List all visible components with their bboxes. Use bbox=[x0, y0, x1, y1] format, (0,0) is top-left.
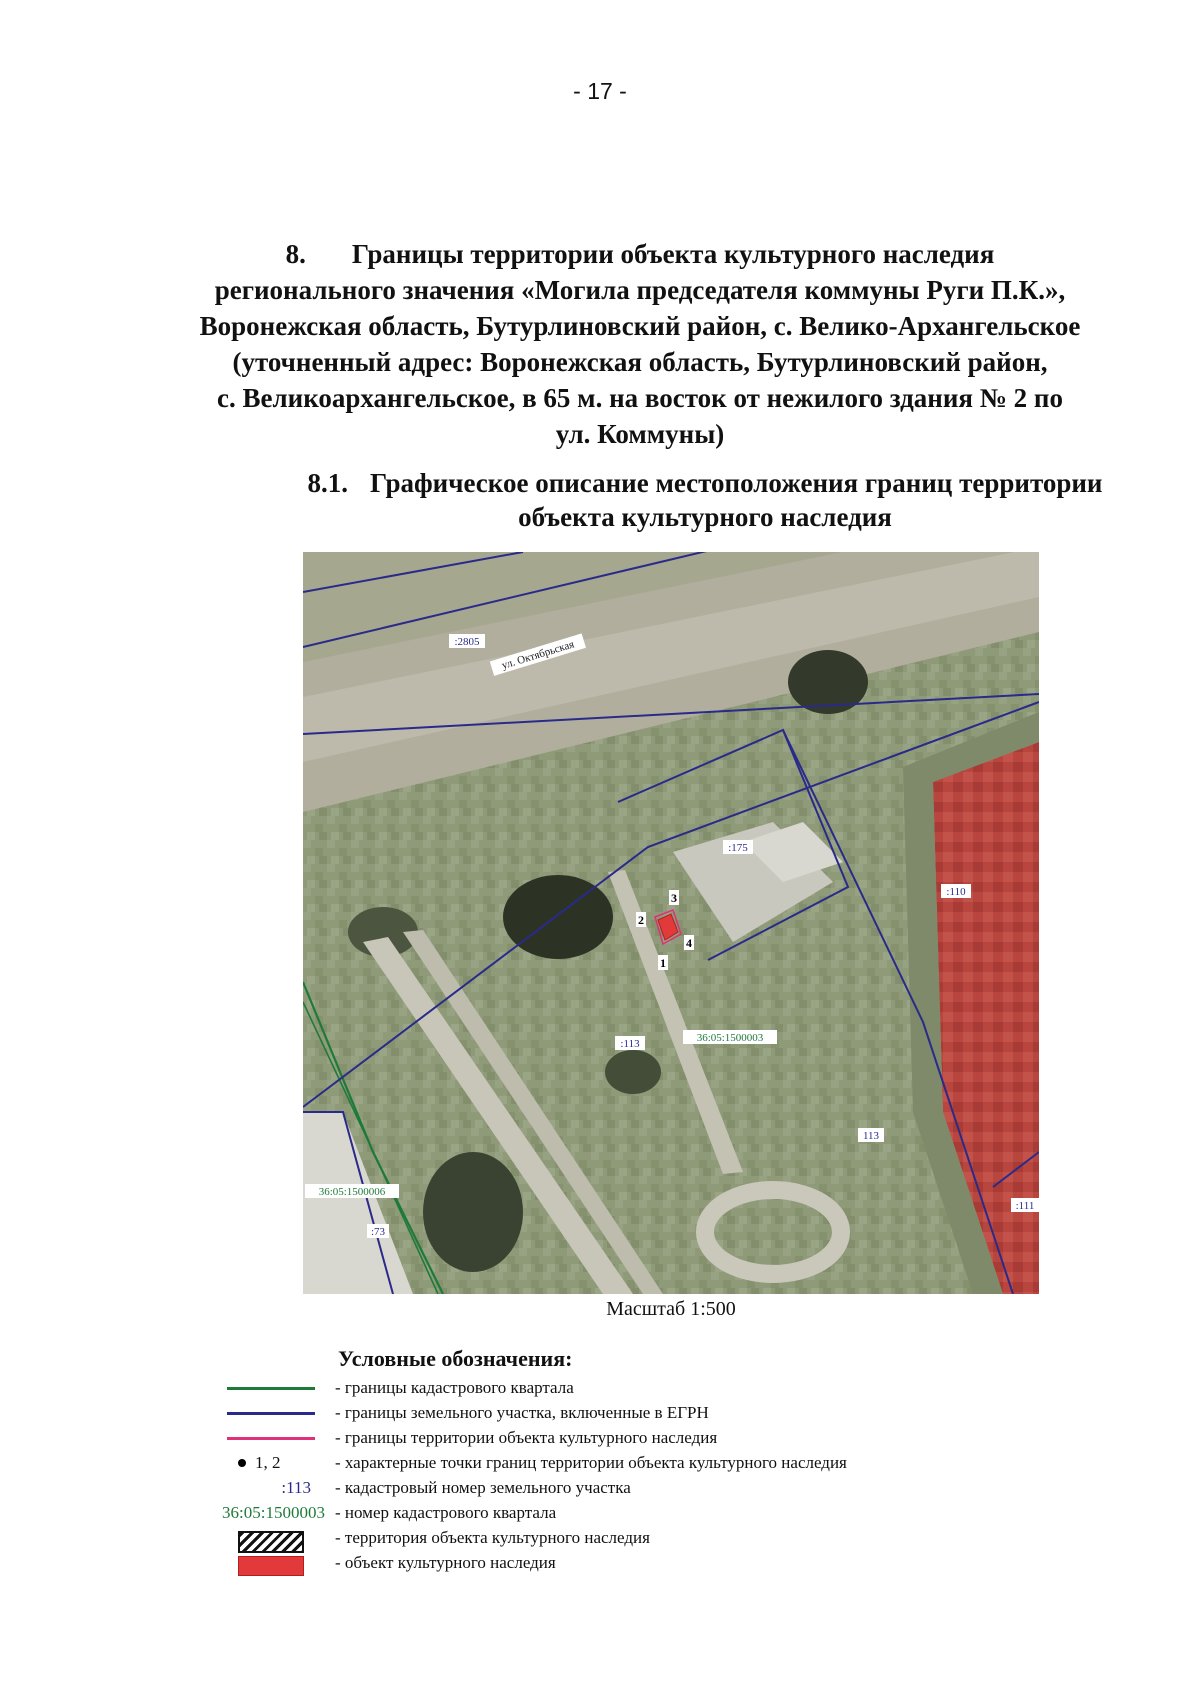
subsection-title bbox=[260, 466, 1150, 534]
svg-text::175: :175 bbox=[728, 842, 748, 854]
legend-text: - объект культурного наследия bbox=[335, 1553, 556, 1572]
svg-text::111: :111 bbox=[1015, 1200, 1035, 1212]
legend-symbol bbox=[200, 1503, 325, 1525]
svg-text::2805: :2805 bbox=[454, 636, 480, 648]
map-scale: Масштаб 1:500 bbox=[606, 1298, 736, 1320]
label-113-b bbox=[858, 1128, 884, 1142]
label-111 bbox=[1011, 1198, 1039, 1212]
legend-symbol bbox=[200, 1528, 325, 1550]
legend-symbol bbox=[200, 1478, 325, 1500]
svg-text:2: 2 bbox=[638, 913, 644, 927]
hatch-icon bbox=[238, 1531, 304, 1553]
blue-line-icon bbox=[227, 1412, 315, 1415]
dot-icon bbox=[238, 1459, 246, 1467]
legend-symbol bbox=[200, 1403, 325, 1425]
pink-line-icon bbox=[227, 1437, 315, 1440]
legend-symbol bbox=[200, 1378, 325, 1400]
legend-item-heritage-boundary bbox=[0, 1428, 1200, 1450]
title-line-1: Границы территории объекта культурного наследия bbox=[351, 239, 995, 269]
label-110 bbox=[941, 884, 971, 898]
label-2805 bbox=[449, 634, 485, 648]
svg-text:1: 1 bbox=[660, 956, 666, 970]
point-label-4 bbox=[684, 935, 694, 950]
subsection-number: 8.1. bbox=[307, 468, 348, 498]
label-quarter-1 bbox=[683, 1030, 777, 1044]
svg-text:113: 113 bbox=[862, 1130, 880, 1142]
dot-label: 1, 2 bbox=[255, 1453, 281, 1472]
svg-text:4: 4 bbox=[686, 936, 692, 950]
legend-item-heritage-object bbox=[0, 1553, 1200, 1575]
point-label-3 bbox=[669, 890, 679, 905]
legend-item-quarter-number bbox=[0, 1503, 1200, 1525]
legend-text: - кадастровый номер земельного участка bbox=[335, 1478, 631, 1497]
legend-item-parcel-boundary bbox=[0, 1403, 1200, 1425]
cadastral-map bbox=[303, 552, 1039, 1294]
section-title bbox=[150, 236, 1130, 452]
legend-symbol bbox=[200, 1428, 325, 1450]
tree-center bbox=[605, 1050, 661, 1094]
svg-text:36:05:1500003: 36:05:1500003 bbox=[696, 1032, 764, 1044]
tree-large bbox=[503, 875, 613, 959]
subtitle-line-2: объекта культурного наследия bbox=[518, 502, 892, 532]
section-number: 8. bbox=[285, 239, 306, 269]
legend-text: - территория объекта культурного наследия bbox=[335, 1528, 650, 1547]
quarter-number-sample: 36:05:1500003 bbox=[222, 1503, 325, 1522]
title-line-2: регионального значения «Могила председателя коммуны Руги П.К.», bbox=[214, 275, 1066, 305]
title-line-3: Воронежская область, Бутурлиновский район, с. Велико-Архангельское bbox=[199, 311, 1081, 341]
legend-title: Условные обозначения: bbox=[338, 1346, 573, 1371]
legend-symbol bbox=[200, 1453, 325, 1475]
legend-item-quarter-boundary bbox=[0, 1378, 1200, 1400]
cadastral-number-sample: :113 bbox=[281, 1478, 311, 1497]
legend-text: - границы земельного участка, включенные в ЕГРН bbox=[335, 1403, 709, 1422]
legend-text: - границы территории объекта культурного наследия bbox=[335, 1428, 718, 1447]
title-line-4: (уточненный адрес: Воронежская область, Бутурлиновский район, bbox=[232, 347, 1048, 377]
red-fill-icon bbox=[238, 1556, 304, 1576]
legend-symbol bbox=[200, 1553, 325, 1575]
legend-item-cadastral-number bbox=[0, 1478, 1200, 1500]
legend-text: - номер кадастрового квартала bbox=[335, 1503, 557, 1522]
label-113-a bbox=[615, 1036, 645, 1050]
svg-text:3: 3 bbox=[671, 891, 677, 905]
green-line-icon bbox=[227, 1387, 315, 1390]
svg-text::113: :113 bbox=[620, 1038, 640, 1050]
label-73 bbox=[367, 1224, 389, 1238]
page-number: - 17 - bbox=[573, 78, 627, 104]
svg-text:ул. Октябрьская: ул. Октябрьская bbox=[500, 638, 576, 672]
legend-text: - границы кадастрового квартала bbox=[335, 1378, 574, 1397]
legend-text: - характерные точки границ территории объекта культурного наследия bbox=[335, 1453, 847, 1472]
point-label-2 bbox=[636, 912, 646, 927]
title-line-6: ул. Коммуны) bbox=[555, 419, 725, 449]
label-quarter-2 bbox=[305, 1184, 399, 1198]
tree-bottom bbox=[423, 1152, 523, 1272]
svg-text::110: :110 bbox=[946, 886, 966, 898]
point-label-1 bbox=[658, 955, 668, 970]
svg-text:36:05:1500006: 36:05:1500006 bbox=[318, 1186, 386, 1198]
title-line-5: с. Великоархангельское, в 65 м. на восток от нежилого здания № 2 по bbox=[217, 383, 1063, 413]
svg-text::73: :73 bbox=[370, 1226, 386, 1238]
legend-item-characteristic-points bbox=[0, 1453, 1200, 1475]
subtitle-line-1: Графическое описание местоположения границ территории bbox=[370, 468, 1103, 498]
legend-item-heritage-territory bbox=[0, 1528, 1200, 1550]
label-175 bbox=[723, 840, 753, 854]
map-svg bbox=[303, 552, 1039, 1294]
